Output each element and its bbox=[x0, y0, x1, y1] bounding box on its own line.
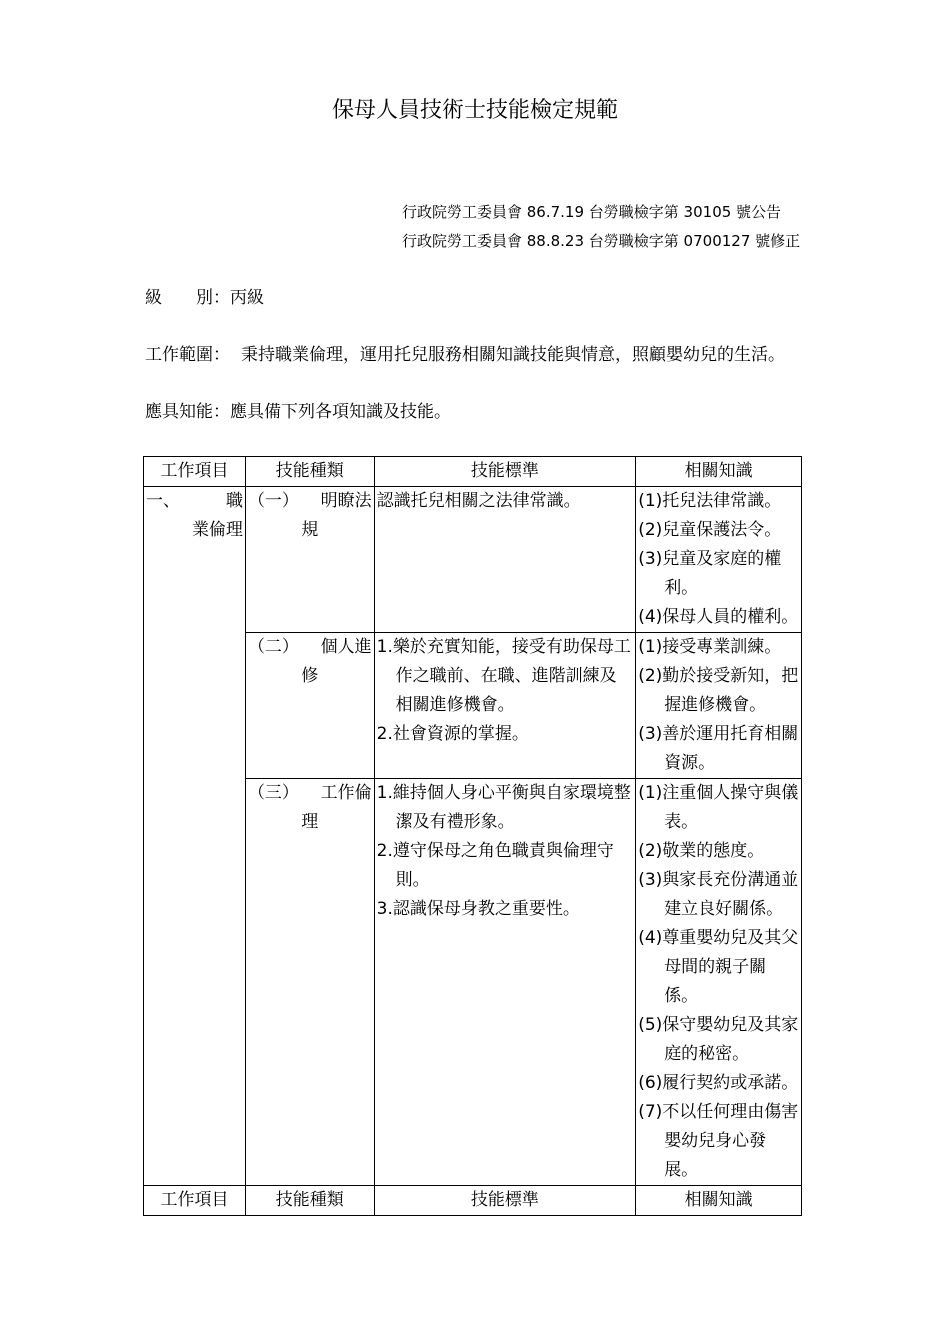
table-header-row bbox=[144, 457, 802, 487]
list-item: (7)不以任何理由傷害嬰幼兒身心發展。 bbox=[638, 1102, 799, 1180]
list-item: (2)勤於接受新知，把握進修機會。 bbox=[638, 666, 799, 715]
skill-type-cell bbox=[245, 633, 374, 779]
list-item: (4)保母人員的權利。 bbox=[638, 607, 799, 627]
list-item: (1)托兒法律常識。 bbox=[638, 491, 782, 511]
skill-spec-table bbox=[143, 456, 802, 1216]
list-item: (1)注重個人操守與儀表。 bbox=[638, 783, 799, 832]
list-item: (3)善於運用托育相關資源。 bbox=[638, 724, 799, 773]
skill-type-prefix: （三） bbox=[247, 783, 299, 803]
list-item: 認識托兒相關之法律常識。 bbox=[376, 491, 581, 511]
skill-type-first: 工作倫 bbox=[320, 783, 372, 803]
skill-standard-cell bbox=[374, 779, 636, 1186]
footer-skill-type: 技能種類 bbox=[245, 1186, 374, 1216]
skill-type-prefix: （二） bbox=[247, 637, 299, 657]
work-item-prefix: 一、 bbox=[146, 491, 180, 511]
skill-standard-cell bbox=[374, 633, 636, 779]
header-work-item: 工作項目 bbox=[144, 457, 246, 487]
skill-type-rest: 規 bbox=[301, 520, 319, 540]
knowledge-label: 應具知能： bbox=[145, 402, 230, 422]
related-knowledge-cell bbox=[636, 633, 802, 779]
list-item: 2.社會資源的掌握。 bbox=[376, 724, 529, 744]
page-title: 保母人員技術士技能檢定規範 bbox=[331, 98, 618, 123]
table-row bbox=[144, 487, 802, 633]
table-footer-header-row bbox=[144, 1186, 802, 1216]
skill-type-first: 明瞭法 bbox=[320, 491, 372, 511]
skill-type-first: 個人進 bbox=[320, 637, 372, 657]
work-item-first: 職 bbox=[225, 491, 243, 511]
grade-value: 丙級 bbox=[230, 288, 264, 308]
list-item: 1.樂於充實知能，接受有助保母工作之職前、在職、進階訓練及相關進修機會。 bbox=[376, 637, 631, 715]
list-item: (3)兒童及家庭的權利。 bbox=[638, 549, 782, 598]
list-item: (6)履行契約或承諾。 bbox=[638, 1073, 799, 1093]
header-skill-type: 技能種類 bbox=[245, 457, 374, 487]
grade-label: 級 別： bbox=[145, 288, 230, 308]
skill-standard-cell bbox=[374, 487, 636, 633]
footer-related-knowledge: 相關知識 bbox=[636, 1186, 802, 1216]
list-item: (4)尊重嬰幼兒及其父母間的親子關係。 bbox=[638, 928, 799, 1006]
knowledge-line bbox=[145, 398, 451, 427]
header-skill-standard: 技能標準 bbox=[374, 457, 636, 487]
list-item: 3.認識保母身教之重要性。 bbox=[376, 899, 580, 919]
skill-type-prefix: （一） bbox=[247, 491, 299, 511]
scope-text: 秉持職業倫理，運用托兒服務相關知識技能與情意，照顧嬰幼兒的生活。 bbox=[241, 345, 785, 365]
announcement-notice: 行政院勞工委員會 86.7.19 台勞職檢字第 30105 號公告 bbox=[402, 203, 782, 221]
knowledge-text: 應具備下列各項知識及技能。 bbox=[230, 402, 451, 422]
skill-type-rest: 理 bbox=[301, 812, 319, 832]
work-item-cell bbox=[144, 487, 246, 1186]
header-related-knowledge: 相關知識 bbox=[636, 457, 802, 487]
skill-type-cell bbox=[245, 779, 374, 1186]
footer-work-item: 工作項目 bbox=[144, 1186, 246, 1216]
footer-skill-standard: 技能標準 bbox=[374, 1186, 636, 1216]
list-item: (5)保守嬰幼兒及其家庭的秘密。 bbox=[638, 1015, 799, 1064]
skill-type-rest: 修 bbox=[301, 666, 319, 686]
scope-block bbox=[145, 341, 805, 370]
scope-label: 工作範圍： bbox=[145, 345, 230, 365]
work-item-rest: 業倫理 bbox=[191, 520, 243, 540]
list-item: 2.遵守保母之角色職責與倫理守則。 bbox=[376, 841, 614, 890]
list-item: (2)敬業的態度。 bbox=[638, 841, 765, 861]
amendment-notice: 行政院勞工委員會 88.8.23 台勞職檢字第 0700127 號修正 bbox=[402, 232, 801, 250]
grade-line bbox=[145, 284, 264, 313]
list-item: (2)兒童保護法令。 bbox=[638, 520, 782, 540]
list-item: (1)接受專業訓練。 bbox=[638, 637, 782, 657]
list-item: (3)與家長充份溝通並建立良好關係。 bbox=[638, 870, 799, 919]
list-item: 1.維持個人身心平衡與自家環境整潔及有禮形象。 bbox=[376, 783, 631, 832]
related-knowledge-cell bbox=[636, 779, 802, 1186]
skill-type-cell bbox=[245, 487, 374, 633]
related-knowledge-cell bbox=[636, 487, 802, 633]
